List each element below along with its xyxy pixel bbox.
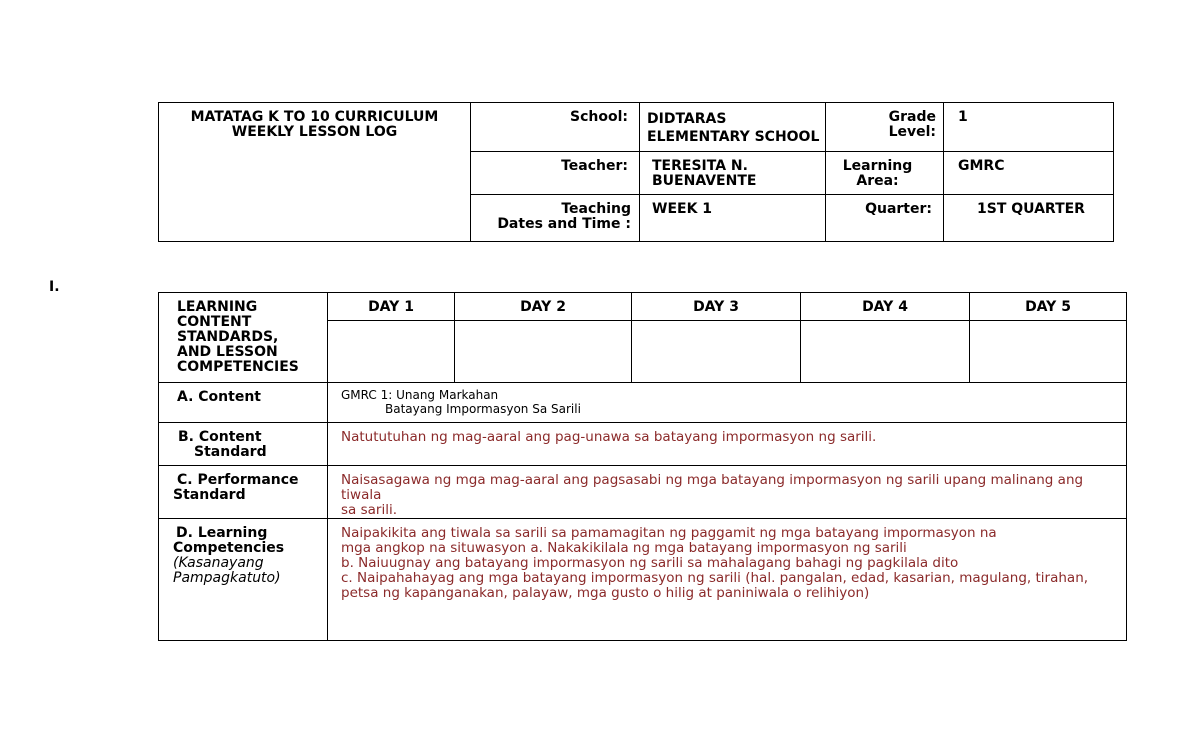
content-standard-label-cell: [159, 423, 328, 466]
content-value-line1: GMRC 1: Unang Markahan: [341, 388, 499, 402]
learning-competencies-value-cell: [328, 519, 1127, 641]
competencies-header-line5: COMPETENCIES: [177, 359, 299, 375]
teacher-label-cell: [471, 152, 640, 195]
area-label-line2: Area:: [856, 173, 899, 189]
quarter-value: 1ST QUARTER: [977, 201, 1085, 217]
school-label: School:: [570, 109, 628, 125]
day-3-header: DAY 3: [632, 293, 801, 321]
grade-label-line2: Level:: [888, 124, 936, 140]
content-value-line2: Batayang Impormasyon Sa Sarili: [385, 402, 581, 416]
dates-value-cell: [640, 195, 826, 242]
teacher-value-line1: TERESITA N.: [652, 158, 748, 174]
content-standard-value-cell: [328, 423, 1127, 466]
content-standard-label-line1: B. Content: [178, 429, 262, 445]
day-4-cell[interactable]: [801, 321, 970, 383]
performance-standard-label-line1: C. Performance: [177, 472, 299, 488]
content-standard-value: Natututuhan ng mag-aaral ang pag-unawa sa batayang impormasyon ng sarili.: [341, 429, 877, 445]
dates-label-cell: [471, 195, 640, 242]
learning-competencies-label-cell: [159, 519, 328, 641]
lesson-content-table: [158, 292, 1127, 641]
area-label-cell: [826, 152, 944, 195]
dates-value: WEEK 1: [652, 201, 713, 217]
grade-label-cell: [826, 103, 944, 152]
area-label-line1: Learning: [842, 158, 913, 174]
day-1-header: DAY 1: [328, 293, 455, 321]
learning-competencies-line3: b. Naiuugnay ang batayang impormasyon ng sarili sa mahalagang bahagi ng pagkilala dito: [341, 555, 959, 571]
content-label-cell: [159, 383, 328, 423]
area-value: GMRC: [958, 158, 1005, 174]
competencies-header-line4: AND LESSON: [177, 344, 278, 360]
learning-competencies-label-line2: Competencies: [173, 540, 285, 556]
lesson-log-header-table: [158, 102, 1114, 242]
learning-competencies-line2: mga angkop na situwasyon a. Nakakikilala ng mga batayang impormasyon ng sarili: [341, 540, 907, 556]
day-5-cell[interactable]: [970, 321, 1127, 383]
day-5-header: DAY 5: [970, 293, 1127, 321]
day-4-header: DAY 4: [801, 293, 970, 321]
school-value-cell: [640, 103, 826, 152]
day-3-cell[interactable]: [632, 321, 801, 383]
quarter-label-cell: [826, 195, 944, 242]
performance-standard-label-cell: [159, 466, 328, 519]
day-2-cell[interactable]: [455, 321, 632, 383]
content-value-cell: [328, 383, 1127, 423]
performance-standard-value-line1: Naisasagawa ng mga mag-aaral ang pagsasabi ng mga batayang impormasyon ng sarili upang malinang ang tiwala: [341, 472, 1084, 503]
dates-label-line2: Dates and Time :: [497, 216, 631, 232]
learning-competencies-line1: Naipakikita ang tiwala sa sarili sa pamamagitan ng paggamit ng mga batayang impormasyon na: [341, 525, 997, 541]
dates-label-line1: Teaching: [561, 201, 631, 217]
school-label-cell: [471, 103, 640, 152]
curriculum-title-cell: [159, 103, 471, 242]
teacher-value-line2: BUENAVENTE: [652, 173, 757, 189]
content-label: A. Content: [177, 389, 261, 405]
area-value-cell: [944, 152, 1114, 195]
content-standard-label-line2: Standard: [194, 444, 267, 460]
curriculum-title: MATATAG K TO 10 CURRICULUM: [190, 109, 439, 125]
learning-competencies-line5: petsa ng kapanganakan, palayaw, mga gusto o hilig at paniniwala o relihiyon): [341, 585, 870, 601]
day-2-header: DAY 2: [455, 293, 632, 321]
learning-competencies-label-line3: (Kasanayang: [173, 555, 264, 571]
grade-value: 1: [958, 109, 968, 125]
competencies-header-line2: CONTENT: [177, 314, 252, 330]
competencies-header-line1: LEARNING: [177, 299, 258, 315]
day-1-cell[interactable]: [328, 321, 455, 383]
performance-standard-label-line2: Standard: [173, 487, 246, 503]
learning-competencies-label-line1: D. Learning: [176, 525, 268, 541]
grade-value-cell: [944, 103, 1114, 152]
quarter-value-cell: [944, 195, 1114, 242]
performance-standard-value-line2: sa sarili.: [341, 502, 397, 518]
school-value-line1: DIDTARAS: [647, 111, 727, 127]
performance-standard-value-cell: [328, 466, 1127, 519]
learning-competencies-line4: c. Naipahahayag ang mga batayang impormasyon ng sarili (hal. pangalan, edad, kasarian, magulang, tirahan,: [341, 570, 1089, 586]
curriculum-subtitle: WEEKLY LESSON LOG: [231, 124, 398, 140]
learning-competencies-label-line4: Pampagkatuto): [173, 570, 281, 586]
grade-label-line1: Grade: [888, 109, 936, 125]
quarter-label: Quarter:: [865, 201, 932, 217]
competencies-header-cell: [159, 293, 328, 383]
teacher-label: Teacher:: [561, 158, 628, 174]
competencies-header-line3: STANDARDS,: [177, 329, 279, 345]
teacher-value-cell: [640, 152, 826, 195]
section-number: I.: [49, 279, 60, 295]
school-value-line2: ELEMENTARY SCHOOL: [647, 129, 820, 145]
